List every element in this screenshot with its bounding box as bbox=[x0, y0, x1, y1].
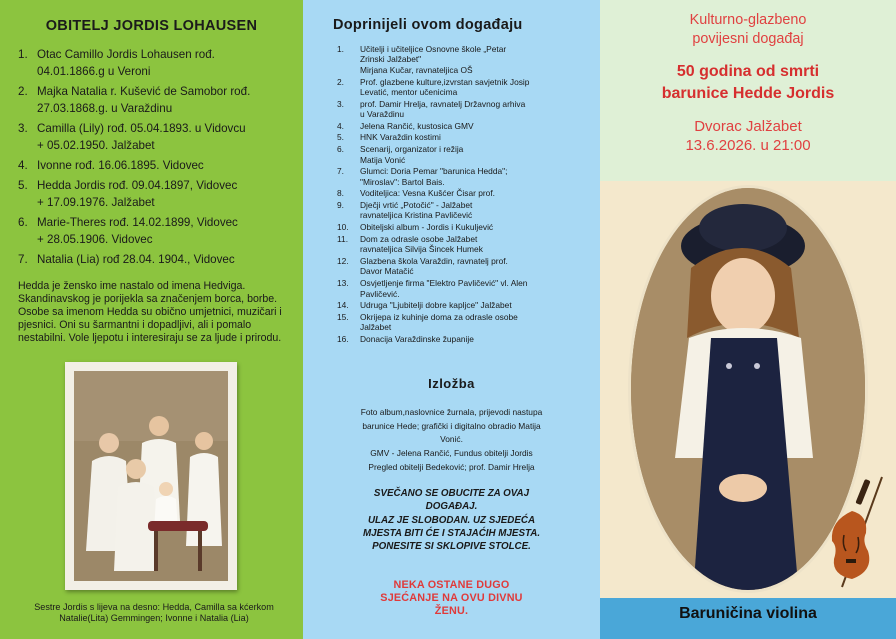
closing-line: ŽENU. bbox=[434, 605, 469, 617]
item-number: 5. bbox=[337, 132, 344, 143]
contributor-item bbox=[337, 188, 592, 198]
event-datetime: 13.6.2026. u 21:00 bbox=[685, 137, 811, 154]
item-line: Zrinski Jalžabet" bbox=[360, 54, 422, 65]
subtitle-line: povijesni događaj bbox=[692, 30, 804, 47]
exhibit-line: barunice Hede; grafički i digitalno obradio Matija bbox=[362, 420, 541, 431]
item-number: 3. bbox=[18, 122, 28, 135]
item-line: Matija Vonić bbox=[360, 154, 406, 165]
item-line: Učitelji i učiteljice Osnovne škole „Petar bbox=[360, 44, 507, 54]
event-place: Dvorac Jalžabet bbox=[694, 118, 802, 135]
family-list bbox=[18, 46, 293, 268]
family-item bbox=[18, 177, 293, 211]
notice-line: ULAZ JE SLOBODAN. UZ SJEDEĆA bbox=[367, 514, 536, 526]
item-line: Levatić, mentor učenicima bbox=[360, 86, 458, 97]
item-line: Glumci: Doria Pemar "barunica Hedda"; bbox=[360, 166, 508, 177]
item-number: 14. bbox=[337, 300, 349, 311]
item-number: 2. bbox=[18, 85, 28, 98]
item-line: 04.01.1866.g u Veroni bbox=[37, 65, 151, 78]
item-line: Udruga "Ljubitelji dobre kapljce" Jalžabet bbox=[360, 300, 512, 311]
event-panel bbox=[600, 0, 896, 639]
violin-icon bbox=[822, 475, 886, 593]
item-number: 10. bbox=[337, 222, 349, 233]
contributor-item bbox=[337, 99, 592, 120]
item-number: 2. bbox=[337, 76, 344, 87]
item-line: Glazbena škola Varaždin, ravnatelj prof. bbox=[360, 255, 508, 266]
item-line: Obiteljski album - Jordis i Kukuljević bbox=[360, 222, 494, 233]
family-photo-illustration bbox=[74, 371, 228, 581]
contributor-item bbox=[337, 222, 592, 232]
item-line: Otac Camillo Jordis Lohausen rođ. bbox=[37, 48, 215, 61]
headline-line: 50 godina od smrti bbox=[676, 63, 820, 80]
item-number: 15. bbox=[337, 311, 349, 322]
contributor-item bbox=[337, 312, 592, 333]
contributor-item bbox=[337, 121, 592, 131]
contributor-item bbox=[337, 256, 592, 277]
item-number: 5. bbox=[18, 179, 28, 192]
hedda-name-description bbox=[18, 280, 288, 345]
item-number: 9. bbox=[337, 200, 344, 211]
event-headline bbox=[600, 61, 896, 104]
item-number: 6. bbox=[18, 216, 28, 229]
item-number: 1. bbox=[337, 44, 344, 54]
item-number: 6. bbox=[337, 144, 344, 155]
contributors-panel bbox=[303, 0, 600, 639]
footer-bar bbox=[600, 598, 896, 639]
family-photo bbox=[74, 371, 228, 581]
family-item bbox=[18, 83, 293, 117]
item-number: 13. bbox=[337, 278, 349, 289]
item-line: Ivonne rođ. 16.06.1895. Vidovec bbox=[37, 159, 204, 172]
contributor-item bbox=[337, 144, 592, 165]
dress-code-notice bbox=[323, 487, 580, 553]
item-number: 4. bbox=[18, 159, 28, 172]
exhibit-heading: Izložba bbox=[428, 376, 475, 391]
exhibit-line: Pregled obitelji Bedeković; prof. Damir Hrelja bbox=[368, 461, 535, 472]
contributors-heading: Doprinijeli ovom događaju bbox=[333, 17, 523, 33]
item-line: + 17.09.1976. Jalžabet bbox=[37, 196, 155, 209]
notice-line: DOGAĐAJ. bbox=[425, 501, 478, 513]
item-number: 12. bbox=[337, 255, 349, 266]
subtitle-line: Kulturno-glazbeno bbox=[689, 12, 807, 28]
contributor-item bbox=[337, 278, 592, 299]
contributor-item bbox=[337, 132, 592, 142]
photo-caption: Sestre Jordis s lijeva na desno: Hedda, Camilla sa kćerkom Natalie(Lita) Gemmingen; Ivonne i Natalia (Lia) bbox=[34, 602, 274, 623]
item-line: Dom za odrasle osobe Jalžabet bbox=[360, 233, 478, 244]
item-number: 1. bbox=[18, 48, 28, 61]
hedda-text-paragraph: Hedda je žensko ime nastalo od imena Hedviga. Skandinavskog je porijekla sa značenjem borca, borbe. bbox=[18, 280, 278, 305]
footer-label: Baruničina violina bbox=[679, 605, 817, 622]
item-line: Camilla (Lily) rođ. 05.04.1893. u Vidovcu bbox=[37, 122, 246, 135]
item-number: 7. bbox=[337, 166, 344, 177]
item-number: 4. bbox=[337, 120, 344, 131]
item-line: Jalžabet bbox=[360, 322, 392, 333]
item-line: Natalia (Lia) rođ 28.04. 1904., Vidovec bbox=[37, 253, 235, 266]
contributor-item bbox=[337, 166, 592, 187]
family-photo-frame bbox=[65, 362, 237, 590]
exhibit-description bbox=[323, 406, 580, 475]
family-item bbox=[18, 46, 293, 80]
item-line: 27.03.1868.g. u Varaždinu bbox=[37, 102, 173, 115]
event-subtitle bbox=[600, 11, 896, 48]
contributor-item bbox=[337, 44, 592, 75]
item-number: 7. bbox=[18, 253, 28, 266]
item-line: HNK Varaždin kostimi bbox=[360, 132, 441, 143]
contributor-item bbox=[337, 334, 592, 344]
item-line: Prof. glazbene kulture,izvrstan savjetnik Josip bbox=[360, 76, 530, 87]
item-line: Pavličević. bbox=[360, 288, 400, 299]
exhibit-line: Vonić. bbox=[440, 434, 463, 445]
item-line: Donacija Varaždinske županije bbox=[360, 334, 474, 345]
item-line: Mirjana Kučar, ravnateljica OŠ bbox=[360, 64, 473, 75]
item-number: 3. bbox=[337, 98, 344, 109]
contributor-item bbox=[337, 300, 592, 310]
closing-message bbox=[343, 579, 560, 618]
item-line: Scenarij, organizator i režija bbox=[360, 144, 464, 155]
item-line: Majka Natalia r. Kušević de Samobor rođ. bbox=[37, 85, 251, 98]
notice-line: MJESTA BITI ĆE I STAJAĆIH MJESTA. bbox=[362, 527, 541, 539]
item-line: + 28.05.1906. Vidovec bbox=[37, 233, 153, 246]
item-number: 8. bbox=[337, 188, 344, 199]
contributor-item bbox=[337, 77, 592, 98]
item-line: Osvjetljenje firma "Elektro Pavličević" vl. Alen bbox=[360, 278, 528, 289]
family-item bbox=[18, 251, 293, 268]
exhibit-line: GMV - Jelena Rančić, Fundus obitelji Jordis bbox=[370, 448, 533, 459]
item-line: ravnateljica Silvija Šincek Humek bbox=[360, 244, 483, 255]
family-item bbox=[18, 214, 293, 248]
item-line: Voditeljica: Vesna Kušćer Čisar prof. bbox=[360, 188, 495, 199]
family-panel bbox=[0, 0, 303, 639]
notice-line: PONESITE SI SKLOPIVE STOLCE. bbox=[372, 541, 531, 553]
exhibit-line: Foto album,naslovnice žurnala, prijevodi nastupa bbox=[360, 407, 543, 417]
item-line: "Miroslav": Bartol Bais. bbox=[360, 176, 445, 187]
headline-line: barunice Hedde Jordis bbox=[661, 84, 835, 102]
family-heading: OBITELJ JORDIS LOHAUSEN bbox=[45, 18, 258, 34]
item-line: Okrijepa iz kuhinje doma za odrasle osobe bbox=[360, 311, 518, 322]
family-item bbox=[18, 120, 293, 154]
closing-line: NEKA OSTANE DUGO bbox=[393, 579, 510, 591]
notice-line: SVEČANO SE OBUCITE ZA OVAJ bbox=[373, 488, 530, 499]
item-line: Davor Matačić bbox=[360, 266, 414, 277]
item-line: prof. Damir Hrelja, ravnatelj Državnog arhiva bbox=[360, 98, 526, 109]
closing-line: SJEĆANJE NA OVU DIVNU bbox=[380, 592, 523, 604]
contributor-item bbox=[337, 234, 592, 255]
item-number: 11. bbox=[337, 233, 349, 244]
family-item bbox=[18, 157, 293, 174]
contributor-item bbox=[337, 200, 592, 221]
event-location-time bbox=[600, 117, 896, 155]
contributors-list bbox=[337, 44, 592, 346]
item-line: Jelena Rančić, kustosica GMV bbox=[360, 120, 474, 131]
item-line: ravnateljica Kristina Pavličević bbox=[360, 210, 473, 221]
item-line: Hedda Jordis rođ. 09.04.1897, Vidovec bbox=[37, 179, 238, 192]
item-line: Marie-Theres rođ. 14.02.1899, Vidovec bbox=[37, 216, 238, 229]
item-line: + 05.02.1950. Jalžabet bbox=[37, 139, 155, 152]
hedda-text-paragraph: Osobe sa imenom Hedda su obično umjetnici, muzičari i pjesnici. Oni su šarmantni i dopadljivi, ali i pomalo nestabilni. Vole ljepotu i interesiraju se za ljude i prirodu. bbox=[18, 306, 282, 344]
item-line: Dječji vrtić „Potočić" - Jalžabet bbox=[360, 200, 473, 211]
item-line: u Varaždinu bbox=[360, 109, 405, 120]
item-number: 16. bbox=[337, 334, 349, 345]
